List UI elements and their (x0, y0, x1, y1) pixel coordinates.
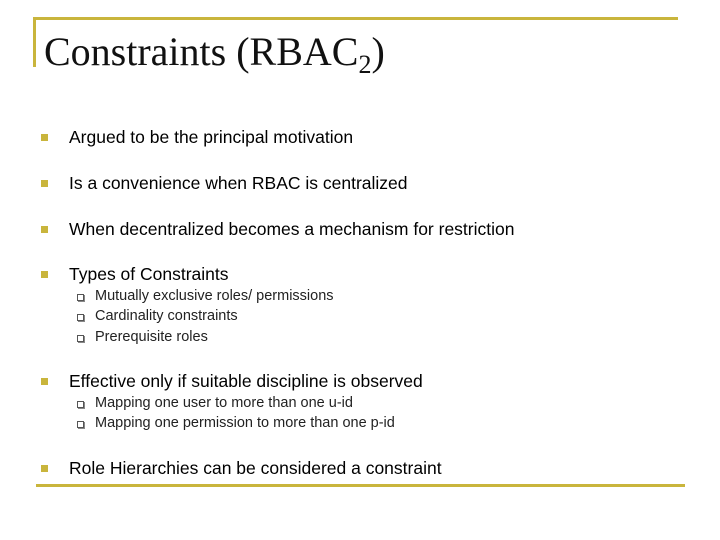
title-close: ) (371, 29, 385, 74)
bullet-text: Types of Constraints (69, 264, 229, 284)
bullet-item (41, 264, 229, 284)
hollow-square-bullet-icon (77, 401, 84, 408)
footer-rule (36, 484, 685, 487)
sub-bullet-item (77, 395, 353, 411)
bullet-item (41, 127, 354, 147)
square-bullet-icon (41, 134, 48, 141)
title-subscript: 2 (358, 50, 372, 79)
sub-bullet-text: Prerequisite roles (95, 329, 208, 345)
hollow-square-bullet-icon (77, 314, 84, 321)
bullet-text: Argued to be the principal motivation (69, 127, 354, 147)
bullet-item (41, 219, 515, 239)
title-rule-left (33, 17, 36, 67)
sub-bullet-item (77, 415, 395, 431)
bullet-item (41, 173, 408, 193)
sub-bullet-text: Mapping one permission to more than one p-id (95, 415, 395, 431)
bullet-item (41, 458, 442, 478)
square-bullet-icon (41, 378, 48, 385)
hollow-square-bullet-icon (77, 421, 84, 428)
bullet-text: Is a convenience when RBAC is centralized (69, 173, 408, 193)
square-bullet-icon (41, 465, 48, 472)
bullet-text: When decentralized becomes a mechanism for restriction (69, 219, 515, 239)
square-bullet-icon (41, 180, 48, 187)
sub-bullet-item (77, 308, 238, 324)
square-bullet-icon (41, 271, 48, 278)
bullet-item (41, 371, 423, 391)
square-bullet-icon (41, 226, 48, 233)
sub-bullet-text: Mapping one user to more than one u-id (95, 395, 353, 411)
sub-bullet-text: Cardinality constraints (95, 308, 238, 324)
sub-bullet-text: Mutually exclusive roles/ permissions (95, 288, 334, 304)
sub-bullet-item (77, 288, 334, 304)
title-main: Constraints (RBAC (44, 29, 359, 74)
bullet-text: Role Hierarchies can be considered a constraint (69, 458, 442, 478)
hollow-square-bullet-icon (77, 294, 84, 301)
title-rule-top (33, 17, 678, 20)
slide-title (44, 29, 385, 79)
sub-bullet-item (77, 329, 208, 345)
hollow-square-bullet-icon (77, 335, 84, 342)
bullet-text: Effective only if suitable discipline is observed (69, 371, 423, 391)
